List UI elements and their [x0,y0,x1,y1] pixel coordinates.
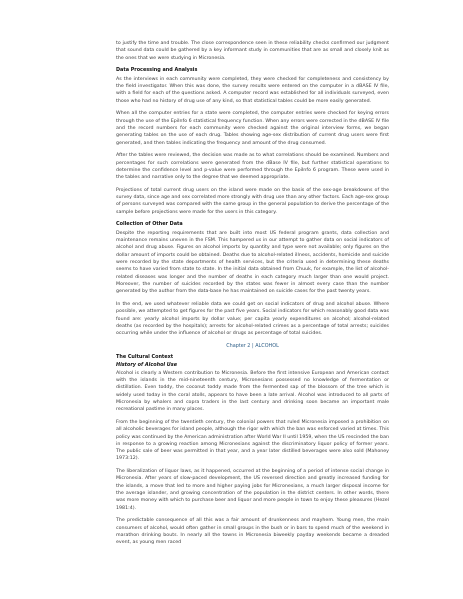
paragraph: The predictable consequence of all this was a fair amount of drunkenness and mayhem. Young men, the main consumers of alcohol, would often gather in small groups in the bush or in bars to spend much of the weekend in marathon drinking bouts. In nearly all the towns in Micronesia biweekly payday weekends became a dreaded event, as young men raced [116,518,389,546]
paragraph: Alcohol is clearly a Western contribution to Micronesia. Before the first intensive European and American contact with the islands in the mid-nineteenth century, Micronesians possessed no knowledge of fermentation or distillation. Even toddy, the coconut toddy made from the fermented sap of the blossom of the tree which is widely used today in the coral atolls, appears to have been a late arrival. Alcohol was introduced to all parts of Micronesia by whalers and copra traders in the last century and drinking soon became an important male recreational pastime in many places. [116,370,389,413]
section-heading: Collection of Other Data [116,221,183,228]
paragraph: When all the computer entries for a state were completed, the computer entries were checked for keying errors through the use of the EpiInfo 6 statistical frequency function. When any errors were corrected in the dBASE IV file and the record numbers for each community were checked against the original interview forms, we began generating tables on the use of each drug. Tables showing age-sex distribution of current drug users were first generated, and then tables indicating the frequency and amount of the drug consumed. [116,111,389,146]
paragraph: After the tables were reviewed, the decision was made as to what correlations should be examined. Numbers and percentages for such correlations were generated from the dBase IV file, but further statistical operations to determine the confidence level and p-value were performed through the EpiInfo 6 program. These were used in the tables and narrative only to the degree that we deemed appropriate. [116,153,389,181]
paragraph: to justify the time and trouble. The close correspondence seen in these reliability checks confirmed our judgment that sound data could be gathered by a key informant study in communities that are as small and closely knit as the ones that we were studying in Micronesia. [116,41,389,61]
paragraph: The liberalization of liquor laws, as it happened, occurred at the beginning of a period of intense social change in Micronesia. After years of slow-paced development, the US reversed direction and greatly increased funding for the islands, a move that led to more and higher paying jobs for Micronesians, a much larger disposal income for the average islander, and growing concentration of the population in the district centers. In other words, there was more money with which to purchase beer and liquor and more people in town to enjoy these pleasures (Hezel 1981:4). [116,469,389,511]
section-heading: The Cultural Context [116,353,174,360]
section-heading: Data Processing and Analysis [116,67,198,74]
chapter-separator: | [251,342,254,349]
other-data-section [116,221,389,337]
data-processing-section [116,67,389,216]
paragraph: From the beginning of the twentieth century, the colonial powers that ruled Micronesia imposed a prohibition on all alcoholic beverages for island people, although the rigor with which the ban was enforced varied at times. This policy was continued by the American administration after World War II until 1959, when the US rescinded the ban in response to a growing reaction among Micronesians against the discriminatory liquor policy of former years. The public sale of beer was permitted in that year, and a year later distilled beverages were also sold (Mahoney 1973:12). [116,420,389,462]
subsection-heading: History of Alcohol Use [116,362,178,369]
chapter-label [116,343,389,350]
paragraph: Despite the reporting requirements that are built into most US federal program grants, data collection and maintenance remains uneven in the FSM. This hampered us in our attempt to gather data on social indicators of alcohol and drug abuse. Figures on alcohol imports by quantity and type were not available; only figures on the dollar amount of imports could be obtained. Deaths due to alcohol-related illness, accidents, homicide and suicide were recorded by the state departments of health services, but the criteria used in determining these deaths seems to have varied from state to state. In the initial data obtained from Chuuk, for example, the list of alcohol-related diseases was longer and the number of deaths in each category much larger than one would project. Moreover, the number of suicides recorded by the states was fewer in almost every case than the number generated by the author from the data-base he has maintained on suicide cases for the past twenty years. [116,230,389,295]
intro-section [116,40,389,62]
chapter-title: ALCOHOL [255,342,279,349]
chapter-number: Chapter 2 [226,342,251,349]
paragraph: In the end, we used whatever reliable data we could get on social indicators of drug and alcohol abuse. Where possible, we attempted to get figures for the past five years. Social indicators for which reasonably good data was found are: yearly alcohol imports by dollar value; per capita yearly expenditures on alcohol; alcohol-related deaths (as recorded by the hospitals); arrests for alcohol-related crimes as a percentage of total arrests; suicides occurring while under the influence of alcohol or drugs as percentage of total suicides. [116,301,389,337]
paragraph: Projections of total current drug users on the island were made on the basis of the sex-age breakdowns of the survey data, since age and sex correlated more strongly with drug use than any other factors. Each age-sex group of persons surveyed was compared with the same group in the general population to derive the percentage of the sample before projections were made for the users in this category. [116,187,389,215]
paragraph: As the interviews in each community were completed, they were checked for completeness and consistency by the field investigator. When this was done, the survey results were entered on the computer in a dBASE IV file, with a field for each of the questions asked. A computer record was established for all individuals surveyed, even those who had no history of drug use of any kind, so that statistical tables could be more easily generated. [116,76,389,104]
cultural-context-section [116,354,389,547]
